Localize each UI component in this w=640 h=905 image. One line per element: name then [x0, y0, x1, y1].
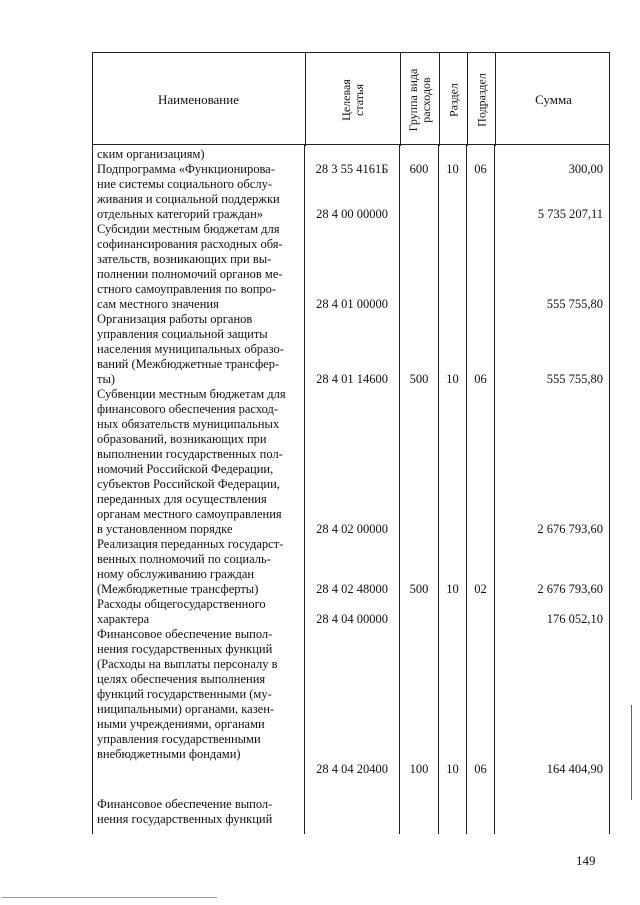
row-code: 28 4 00 00000: [316, 207, 388, 221]
row-subsection: 02: [474, 582, 487, 596]
row-section: 10: [446, 582, 459, 596]
header-name: Наименование: [158, 91, 239, 107]
column-divider: [494, 145, 495, 834]
header-sum-cell: [495, 53, 611, 146]
row-sum: 2 676 793,60: [537, 582, 603, 596]
column-divider: [438, 145, 439, 834]
row-code: 28 4 02 00000: [316, 522, 388, 536]
page-number: 149: [576, 853, 596, 868]
row-code: 28 4 01 14600: [316, 372, 388, 386]
row-code: 28 3 55 4161Б: [315, 162, 389, 176]
row-section: 10: [446, 372, 459, 386]
row-name: Организация работы органов управления социальной защиты населения муниципальных образо- ваний (Межбюджетные трансфер- ты): [97, 312, 284, 386]
row-sum: 176 052,10: [546, 612, 603, 626]
row-group: 600: [409, 162, 429, 176]
row-name: Подпрограмма «Функционирова- ние системы социального обслу-: [97, 162, 275, 191]
row-group: 500: [409, 582, 429, 596]
row-sum: 164 404,90: [546, 762, 603, 776]
row-name: ским организациям): [97, 147, 205, 161]
column-divider: [304, 145, 305, 834]
row-subsection: 06: [474, 372, 487, 386]
header-target-cell: [305, 53, 400, 146]
header-sum: Сумма: [535, 91, 572, 107]
row-code: 28 4 04 20400: [316, 762, 388, 776]
row-code: 28 4 01 00000: [316, 297, 388, 311]
table-body: [92, 145, 610, 834]
column-divider: [399, 145, 400, 834]
row-code: 28 4 02 48000: [316, 582, 388, 596]
row-subsection: 06: [474, 162, 487, 176]
row-code: 28 4 04 00000: [316, 612, 388, 626]
row-group: 500: [409, 372, 429, 386]
row-name: Финансовое обеспечение выпол- нения государственных функций: [97, 797, 273, 826]
row-group: 100: [409, 762, 429, 776]
row-sum: 300,00: [568, 162, 603, 176]
row-name: Расходы общегосударственного характера: [97, 597, 266, 626]
row-name: Субвенции местным бюджетам для финансового обеспечения расход- ных обязательств муниципальных образований, возникающих при выполнении государственных пол- номочий Российской Федерации, субъектов Российской Федерации, переданных для осуществления органам местного самоуправления в установленном порядке: [97, 387, 286, 536]
row-name: Финансовое обеспечение выпол- нения государственных функций (Расходы на выплаты персоналу в целях обеспечения выполнения функций государственными (му- ниципальными) органами, казен- ными учреждениями, органами управления государственными внебюджетными фондами): [97, 627, 278, 761]
row-name: живания и социальной поддержки отдельных категорий граждан»: [97, 192, 280, 221]
row-sum: 555 755,80: [546, 372, 603, 386]
header-section: Раздел: [446, 82, 460, 117]
bottom-rule: [2, 897, 217, 898]
header-name-cell: [92, 53, 305, 146]
header-target: Целевая статья: [339, 78, 366, 121]
row-name: Субсидии местным бюджетам для софинансирования расходных обя- зательств, возникающих при вы- полнении полномочий органов ме- стного самоуправления по вопро- сам местного значения: [97, 222, 283, 311]
header-subsection: Подраздел: [474, 72, 488, 127]
row-subsection: 06: [474, 762, 487, 776]
header-group: Группа вида расходов: [406, 68, 433, 131]
row-sum: 5 735 207,11: [537, 207, 603, 221]
row-sum: 2 676 793,60: [537, 522, 603, 536]
header-section-cell: [439, 53, 467, 146]
header-subsection-cell: [467, 53, 495, 146]
row-sum: 555 755,80: [546, 297, 603, 311]
column-divider: [466, 145, 467, 834]
row-section: 10: [446, 762, 459, 776]
row-section: 10: [446, 162, 459, 176]
header-group-cell: [400, 53, 439, 146]
row-name: Реализация переданных государст- венных полномочий по социаль- ному обслуживанию граждан (Межбюджетные трансферты): [97, 537, 284, 596]
margin-mark: [631, 705, 632, 800]
table-header: [92, 52, 610, 145]
